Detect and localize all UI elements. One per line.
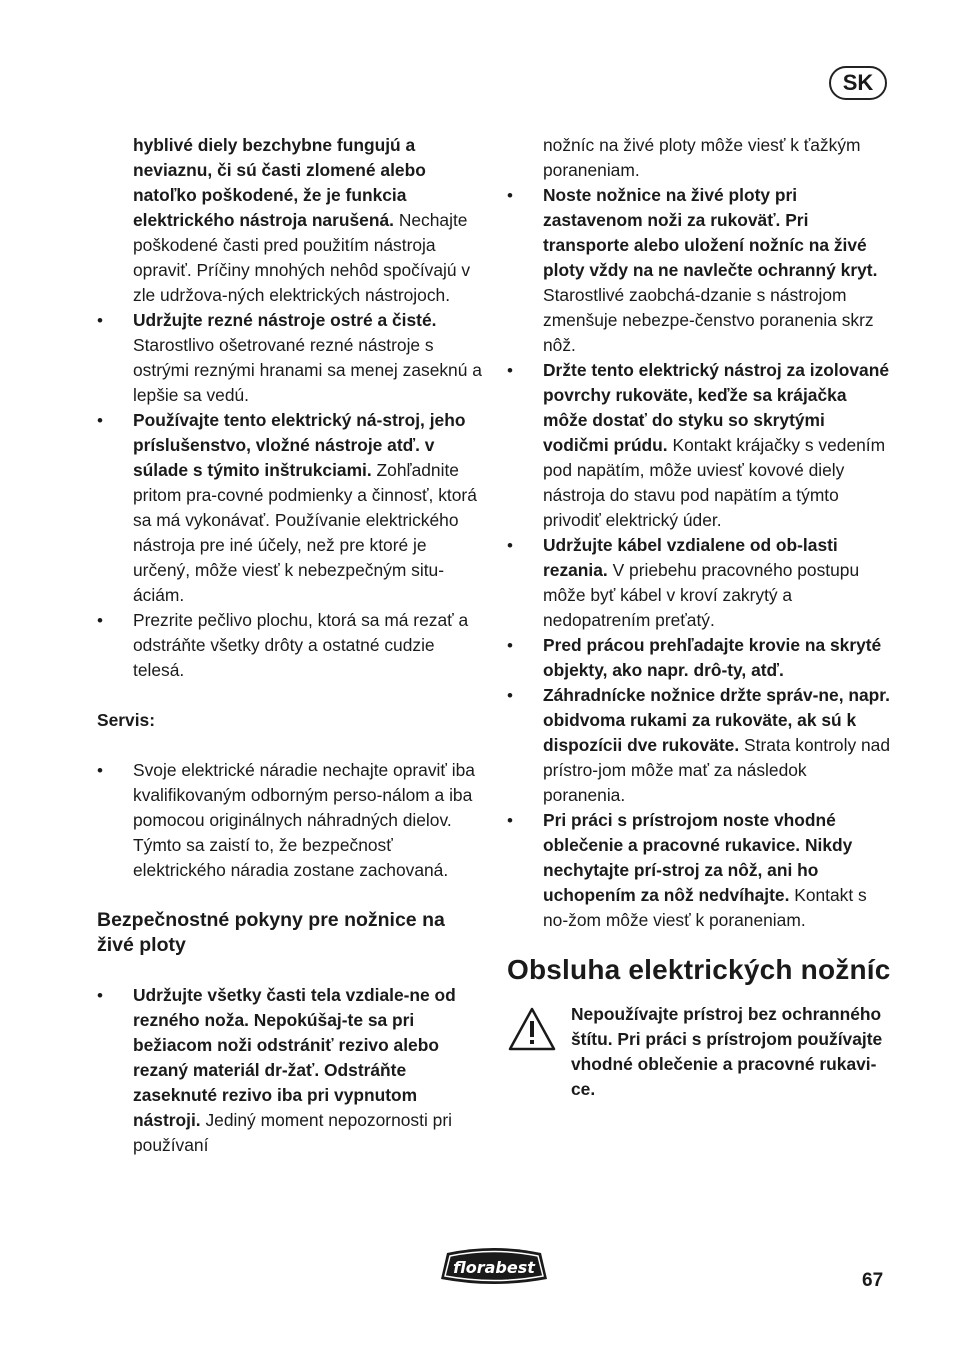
logo-text: florabest <box>453 1258 535 1277</box>
bold-text: Používajte tento elektrický ná-stroj, jeho príslušenstvo, vložné nástroje atď. v súlade s týmito inštrukciami. <box>133 410 466 480</box>
list-item <box>97 983 487 1158</box>
body-text: Strata kontroly nad prístro-jom môže mať za následok poranenia. <box>543 735 891 805</box>
body-text: Kontakt s no-žom môže viesť k poraneniam. <box>543 885 867 930</box>
list-item <box>97 608 487 683</box>
bold-text: Udržujte všetky časti tela vzdiale-ne od rezného noža. Nepokúšaj-te sa pri bežiacom noži odstrániť rezivo alebo rezaný materiál dr-žať. Odstráňte zaseknuté rezivo iba pri vypnutom nástroji. <box>133 985 456 1130</box>
page-number: 67 <box>862 1270 884 1291</box>
body-text: Starostlivé zaobchá-dzanie s nástrojom zmenšuje nebezpe-čenstvo poranenia skrz nôž. <box>543 285 874 355</box>
language-badge: SK <box>829 66 887 100</box>
body-text: Jediný moment nepozornosti pri používaní <box>133 1110 452 1155</box>
warning-triangle-icon <box>507 1006 557 1052</box>
list-item <box>97 308 487 408</box>
florabest-logo <box>437 1245 551 1287</box>
continuation-paragraph: nožníc na živé ploty môže viesť k ťažkým poraneniam. <box>543 135 861 180</box>
left-column <box>97 133 487 1158</box>
bold-text: hyblivé diely bezchybne fungujú a neviaznu, či sú časti zlomené alebo natoľko poškodené, že je funkcia elektrického nástroja narušená. <box>133 135 426 230</box>
warning-text: Nepoužívajte prístroj bez ochranného štítu. Pri práci s prístrojom používajte vhodné oblečenie a pracovné rukavi-ce. <box>571 1004 883 1099</box>
body-text: Nechajte poškodené časti pred použitím nástroja opraviť. Príčiny mnohých nehôd spočívajú v zle udržova-ných elektrických nástrojoch. <box>133 210 471 305</box>
list-item <box>507 683 893 808</box>
list-item <box>507 808 893 933</box>
main-heading: Obsluha elektrických nožníc <box>507 954 891 985</box>
bold-text: Noste nožnice na živé ploty pri zastavenom noži za rukoväť. Pri transporte alebo uložení nožníc na živé ploty vždy na ne navlečte ochranný kryt. <box>543 185 878 280</box>
body-text: Starostlivo ošetrované rezné nástroje s ostrými reznými hranami sa menej zaseknú a lepšie sa vedú. <box>133 335 482 405</box>
body-text: Prezrite pečlivo plochu, ktorá sa má rezať a odstráňte všetky drôty a ostatné cudzie telesá. <box>133 610 469 680</box>
service-label: Servis: <box>97 710 156 730</box>
warning-block <box>507 1002 893 1102</box>
list-item <box>507 633 893 683</box>
bold-text: Záhradnícke nožnice držte správ-ne, napr. obidvoma rukami za rukoväte, ak sú k dispozícii dve rukoväte. <box>543 685 890 755</box>
bold-text: Držte tento elektrický nástroj za izolované povrchy rukoväte, keďže sa krájačka môže dostať do styku so skrytými vodičmi prúdu. <box>543 360 889 455</box>
bold-text: Udržujte kábel vzdialene od ob-lasti rezania. <box>543 535 838 580</box>
right-column <box>507 133 893 1102</box>
list-item <box>507 183 893 358</box>
bold-text: Pred prácou prehľadajte krovie na skryté objekty, ako napr. drô-ty, atď. <box>543 635 882 680</box>
list-item <box>97 758 487 883</box>
list-item <box>97 408 487 608</box>
bold-text: Udržujte rezné nástroje ostré a čisté. <box>133 310 437 330</box>
body-text: Zohľadnite pritom pra-covné podmienky a činnosť, ktorá sa má vykonávať. Používanie elektrického nástroja pre iné účely, než pre ktoré je určený, môže viesť k nebezpečným situ-áciám. <box>133 460 477 605</box>
body-text: V priebehu pracovného postupu môže byť kábel v kroví zakrytý a nedopatrením preťatý. <box>543 560 860 630</box>
list-item <box>507 533 893 633</box>
body-text: Svoje elektrické náradie nechajte opraviť iba kvalifikovaným odborným perso-nálom a iba pomocou originálnych náhradných dielov. Týmto sa zaistí to, že bezpečnosť elektrického náradia zostane zachovaná. <box>133 760 475 880</box>
bold-text: Pri práci s prístrojom noste vhodné oblečenie a pracovné rukavice. Nikdy nechytajte prí-stroj za nôž, ani ho uchopením za nôž nedvíhajte. <box>543 810 853 905</box>
list-item <box>507 358 893 533</box>
continuation-paragraph <box>97 133 487 308</box>
safety-heading: Bezpečnostné pokyny pre nožnice na živé ploty <box>97 909 445 956</box>
body-text: Kontakt krájačky s vedením pod napätím, môže uviesť kovové diely nástroja do stavu pod napätím a týmto privodiť elektrický úder. <box>543 435 886 530</box>
